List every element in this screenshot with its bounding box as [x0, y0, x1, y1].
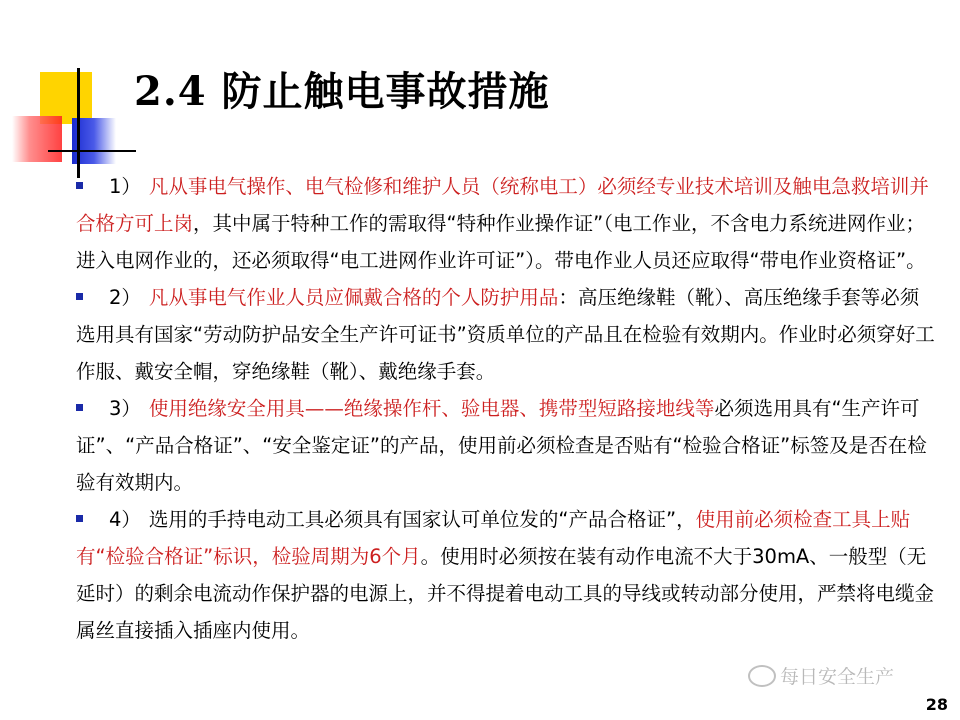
bullet-icon [76, 182, 83, 189]
item-text: ，其中属于特种工作的需取得“特种作业操作证”（电工作业，不含电力系统进网作业；进入电网作业的，还必须取得“电工进网作业许可证”）。带电作业人员还应取得“带电作业资格证”。 [76, 212, 926, 272]
item-number: 1） [109, 175, 141, 198]
decor-red-gradient [12, 116, 62, 162]
slide-body [76, 168, 938, 649]
bullet-icon [76, 515, 83, 522]
emphasis-text: 使用绝缘安全用具——绝缘操作杆、验电器、携带型短路接地线等 [148, 397, 715, 420]
emphasis-text: 使用前必须检查工具上贴有“检验合格证”标识，检验周期为6个月 [76, 508, 911, 568]
emphasis-text: 凡从事电气作业人员应佩戴合格的个人防护用品 [148, 286, 559, 309]
item-number: 3） [109, 397, 141, 420]
item-number: 4） [109, 508, 141, 531]
item-text: 。使用时必须按在装有动作电流不大于30mA、一般型（无延时）的剩余电流动作保护器的电源上，并不得提着电动工具的导线或转动部分使用，严禁将电缆金属丝直接插入插座内使用。 [76, 545, 935, 642]
watermark [748, 662, 894, 689]
item-text: ：高压绝缘鞋（靴）、高压绝缘手套等必须选用具有国家“劳动防护品安全生产许可证书”资质单位的产品且在检验有效期内。作业时必须穿好工作服、戴安全帽，穿绝缘鞋（靴）、戴绝缘手套。 [76, 286, 935, 383]
item-number: 2） [109, 286, 141, 309]
item-pre-text: 选用的手持电动工具必须具有国家认可单位发的“产品合格证”， [148, 508, 696, 531]
list-item-2 [76, 279, 938, 390]
emphasis-text: 凡从事电气操作、电气检修和维护人员（统称电工）必须经专业技术培训及触电急救培训并合格方可上岗 [76, 175, 929, 235]
slide-title: 2.4 防止触电事故措施 [134, 68, 550, 115]
page-number: 28 [925, 695, 948, 714]
list-item-1 [76, 168, 938, 279]
bullet-icon [76, 404, 83, 411]
item-text: 必须选用具有“生产许可证”、“产品合格证”、“安全鉴定证”的产品，使用前必须检查是否贴有“检验合格证”标签及是否在检验有效期内。 [76, 397, 927, 494]
decor-vertical-line [77, 68, 80, 178]
list-item-4 [76, 501, 938, 649]
watermark-text: 每日安全生产 [780, 666, 895, 688]
bullet-icon [76, 293, 83, 300]
decor-horizontal-line [48, 150, 136, 152]
list-item-3 [76, 390, 938, 501]
wechat-icon [748, 665, 776, 687]
